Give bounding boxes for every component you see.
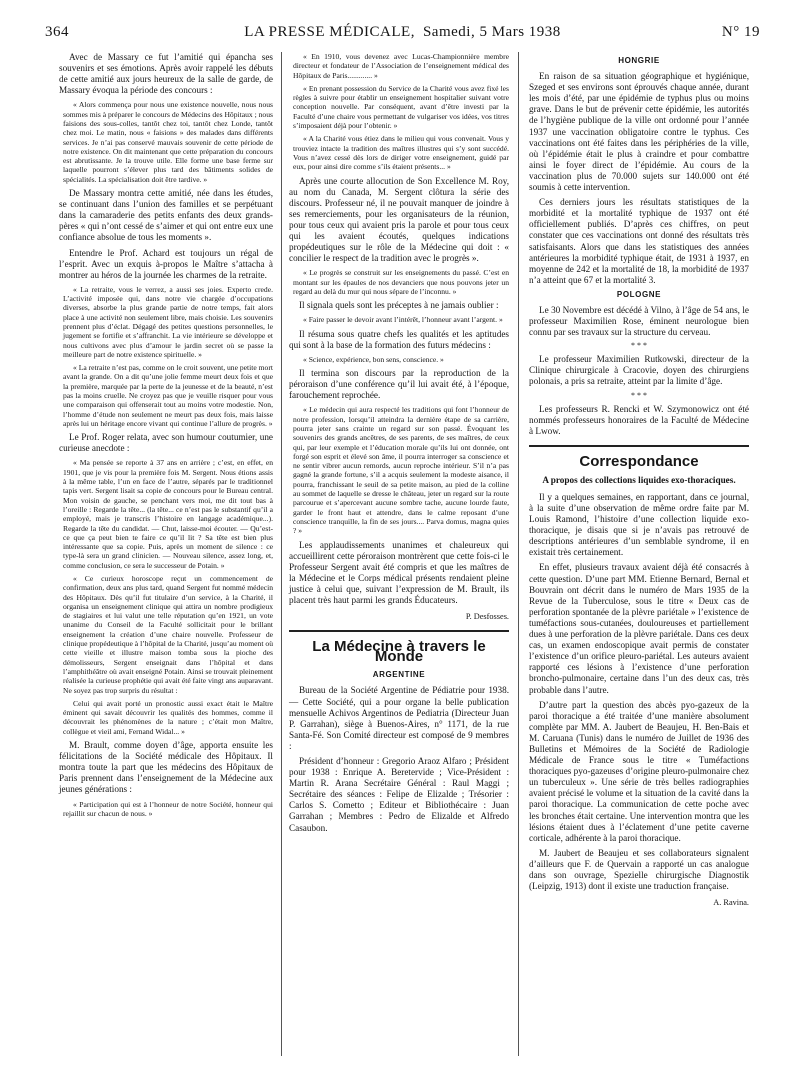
- issue-date: Samedi, 5 Mars 1938: [422, 24, 561, 40]
- paragraph: Il résuma sous quatre chefs les qualités et les aptitudes qui sont à la base de la formation des futurs médecins :: [289, 328, 509, 350]
- quote: « Ce curieux horoscope reçut un commencement de confirmation, deux ans plus tard, quand Sergent fut nommé médecin des Hôpitaux. Dès qu’il fut titulaire d’un service, à la Charité, il organisa un enseignement clinique qui attira un nombre prodigieux de stagiaires et lui valut une telle réputation qu’en 1921, un vote unanime du Conseil de la Faculté sollicitait pour le brillant enseignement la création d’une chaire nouvelle. Professeur de clinique propédeutique à l’hôpital de la Charité, jusqu’au moment où cette vieille et illustre maison tomba sous la pioche des démolisseurs, Sergent enseignait dans l’hôpital et dans l’amphithéâtre où avait enseigné Potain. Ainsi se trouvait pleinement réalisée la curieuse prophétie qui avait été faite vingt ans auparavant. Ne soyez pas trop surpris du résultat :: [63, 574, 273, 695]
- quote: « Alors commença pour nous une existence nouvelle, nous nous sommes mis à préparer le concours de Médecins des Hôpitaux ; nous faisions des sous-colles, tantôt chez toi, tantôt chez Londe, tantôt chez moi. Le matin, nous « faisions » des malades dans différents services. Je n’ai pas conservé mauvais souvenir de cette période de notre existence. On dit maintenant que cette préparation du concours est abrutissante. Je la trouve utile. Elle forme une base ferme sur laquelle pourront s’élever plus tard des bâtiments solides de spécialités. La spécialisation doit être tardive. »: [63, 100, 273, 184]
- country-heading-argentine: ARGENTINE: [372, 670, 426, 680]
- paragraph: Président d’honneur : Gregorio Araoz Alfaro ; Président pour 1938 : Enrique A. Beretervide ; Vice-Président : Martin R. Arana Secrétaire Général : Raul Maggi ; Secrétaire des séances : Felipe de Elizalde ; Trésorier : Carlos S. Cometto ; Editeur et Bibliothécaire : Juan Garrahan ; Membres : Pedro de Elizalde et Alfredo Casaubon.: [289, 756, 509, 833]
- paragraph: De Massary montra cette amitié, née dans les études, se continuant dans l’union des familles et se perpétuant dans la camaraderie des petits enfants des deux grands-pères « qui n’ont cessé de s’aimer et qui ont entre eux une confiance absolue de tous les moments ».: [59, 188, 273, 243]
- paragraph: Bureau de la Société Argentine de Pédiatrie pour 1938. — Cette Société, qui a pour organe la belle publication mensuelle Achivos Argentinos de Pediatria (Directeur Juan P. Garrahan), siège à Buenos-Aires, n° 1171, de la rue Santa-Fé. Son Comité directeur est composé de 9 membres :: [289, 685, 509, 751]
- paragraph: Avec de Massary ce fut l’amitié qui épancha ses souvenirs et ses émotions. Après avoir rappelé les débuts de cette amitié aux jours heureux de la salle de garde, de Massary évoqua la période des concours :: [59, 52, 273, 96]
- paragraph: Après une courte allocution de Son Excellence M. Roy, au nom du Canada, M. Sergent clôtura la série des discours. Professeur né, il ne pouvait manquer de joindre à ses remerciements, pour les organisateurs de la réunion, pour tous ceux qui avaient pris la parole et pour tous ceux qui les avaient écoutés, quelques indications propédeutiques sur le rôle de la Médecine qui doit : « concilier le respect de la tradition avec le progrès ».: [289, 175, 509, 264]
- paragraph: Les professeurs R. Rencki et W. Szymonowicz ont été nommés professeurs honoraires de la Faculté de Médecine à Lwow.: [529, 403, 749, 436]
- quote: « En 1910, vous devenez avec Lucas-Championnière membre directeur et fondateur de l’Association de l’enseignement médical des Hôpitaux de Paris............. »: [293, 52, 509, 80]
- quote: « Science, expérience, bon sens, conscience. »: [303, 354, 444, 364]
- column-divider: [518, 52, 519, 1056]
- article-subtitle: A propos des collections liquides exo-thoraciques.: [542, 474, 736, 485]
- quote: « Ma pensée se reporte à 37 ans en arrière ; c’est, en effet, en 1901, que je vis pour la première fois M. Sergent. Nous étions assis à la même table, l’un en face de l’autre, séparés par le traditionnel tapis vert. Sergent lisait sa copie de concours pour le Bureau central. Mon voisin de gauche, se penchant vers moi, me dit tout bas à l’oreille : Regarde la tête... (la tête... ce n’est pas le substantif qu’il a employé, mais je transcris l’histoire en langage académique...). Regarde la tête du candidat. — Chut, laisse-moi écouter. — Qu’est-ce que ça peut bien te faire ce qu’il lit ? Sa tête est bien plus intéressante que sa copie. Puis, après un moment de silence : ce type-là sera un grand clinicien. — Nouveau silence, assez long, et, comme conclusion, ce sera le successeur de Potain. »: [63, 458, 273, 570]
- author-signature: P. Desfosses.: [465, 612, 509, 622]
- quote: « La retraite n’est pas, comme on le croit souvent, une petite mort avant la grande. On a dit qu’une jolie femme meurt deux fois et que la première, marquée par la perte de la jeunesse et de la beauté, n’est pas la moins cruelle. Ne croyez pas que je veuille risquer pour vous une comparaison qui offenserait tout au moins votre modestie. Non, l’homme d’étude non seulement ne meurt pas deux fois, mais laisse après lui un héritage encore vivant qui continue l’allure de progrès. »: [63, 363, 273, 428]
- quote: « En prenant possession du Service de la Charité vous avez fixé les règles à suivre pour établir un enseignement hospitalier suivant votre conception nouvelle. Par conséquent, avant d’être investi par la Faculté d’une chaire vous permettant de vulgariser vos idées, vos titres s’imposaient déjà pour l’obtenir. »: [293, 83, 509, 131]
- paragraph: Le professeur Maximilien Rutkowski, directeur de la Clinique chirurgicale à Cracovie, doyen des chirurgiens polonais, a pris sa retraite, atteint par la limite d’âge.: [529, 354, 749, 387]
- section-separator: [289, 626, 509, 636]
- paragraph: En raison de sa situation géographique et hygiénique, Szeged et ses environs sont éprouvés chaque année, durant les mois d’été, par une épidémie de typhus plus ou moins grave. Dans le but de prévenir cette épidémie, les autorités de l’hygiène publique de la ville ont ordonné pour l’année 1937 une vaccination obligatoire contre le typhus. Ces vaccinations ont été faites dans les périphéries de la ville, où l’épidémie était le plus à craindre et pour combattre ainsi le foyer direct de l’épidémie. Au cours de la vaccination plus de 70.000 sujets sur 140.000 ont été soumis à cette intervention.: [529, 71, 749, 193]
- quote: « A la Charité vous étiez dans le milieu qui vous convenait. Vous y trouviez intacte la tradition des maîtres illustres qui s’y sont succédé. Vous n’avez cessé dès lors de diriger votre enseignement, guidé par eux, pour ainsi dire comme s’ils étaient présents... »: [293, 134, 509, 172]
- asterism-separator: * * *: [631, 390, 647, 400]
- issue-number: N° 19: [721, 24, 760, 40]
- column-2: [289, 52, 509, 838]
- country-heading-pologne: POLOGNE: [616, 289, 662, 299]
- paragraph: M. Brault, comme doyen d’âge, apporta ensuite les félicitations de la Société médicale des Hôpitaux. Il montra toute la part que les médecins des Hôpitaux de Paris prennent dans l’enseignement de la Médecine aux jeunes générations :: [59, 740, 273, 795]
- journal-title-line: [45, 24, 760, 41]
- column-divider: [281, 52, 282, 1056]
- paragraph: Entendre le Prof. Achard est toujours un régal de l’esprit. Avec un exquis à-propos le Maître s’attacha à montrer au héros de la journée les charmes de la retraite.: [59, 247, 273, 280]
- horizontal-rule: [529, 445, 749, 447]
- horizontal-rule: [289, 630, 509, 632]
- paragraph: Il y a quelques semaines, en rapportant, dans ce journal, à la suite d’une observation de même ordre faite par M. Louis Ramond, l’histoire d’une collection liquide exo-thoracique, je disais que si je n’avais pas retrouvé de descriptions antérieures d’un semblable syndrome, il en existait très certainement.: [529, 491, 749, 558]
- quote: « Faire passer le devoir avant l’intérêt, l’honneur avant l’argent. »: [303, 315, 503, 325]
- journal-title: LA PRESSE MÉDICALE,: [244, 24, 415, 40]
- paragraph: Les applaudissements unanimes et chaleureux qui accueillirent cette péroraison montrèrent que cette fois-ci le Professeur Sergent avait été compris et que les maîtres de la Médecine et le Corps médical présents rendaient pleine justice à celui que, suivant l’expression de M. Brault, ils placent très haut parmi les grands Éducateurs.: [289, 539, 509, 605]
- section-title-monde: La Médecine à travers le Monde: [312, 638, 486, 666]
- column-3: [529, 52, 749, 912]
- country-heading-hongrie: HONGRIE: [618, 56, 660, 65]
- paragraph: Il signala quels sont les préceptes à ne jamais oublier :: [299, 300, 499, 311]
- paragraph: M. Jaubert de Beaujeu et ses collaborateurs signalent d’ailleurs que F. de Quervain a rapporté un cas analogue dans son ouvrage, Spezielle chirurgische Diagnostik (Leipzig, 1913) dont il existe une traduction française.: [529, 847, 749, 892]
- paragraph: D’autre part la question des abcès pyo-gazeux de la paroi thoracique a été traitée d’une manière absolument complète par MM. A. Jaubert de Beaujeu, H. Ben-Bais et M. Caruana (Tunis) dans le numéro de Juillet de 1936 des Bulletins et Mémoires de la Société de Radiologie Médicale de France sous le titre « Tuméfactions thoraciques pyo-gazeuses d’origine pleuro-pulmonaire chez un tuberculeux ». Une série de très belles radiographies avaient précisé le volume et la situation de la cavité dans la paroi thoracique. La communication de cette poche avec les bronches était certaine. Une intervention montra que les lésions étaient dues à l’éclatement d’une petite caverne corticale, adhérente à la paroi thoracique.: [529, 699, 749, 843]
- section-title-correspondance: Correspondance: [579, 452, 699, 470]
- quote: « La retraite, vous le verrez, a aussi ses joies. Experto crede. L’activité imposée qui, dans notre vie chargée d’occupations diverses, absorbe la plus grande partie de notre temps, fait alors place à une activité non seulement libre, mais choisie. Les souvenirs prennent plus d’éclat. Dégagé des petites questions personnelles, le jugement se fortifie et s’affranchit. La vie intérieure se développe et nous cultivons avec plus d’amour le jardin secret où se passe la meilleure part de notre existence spirituelle. »: [63, 284, 273, 359]
- quote: « Le médecin qui aura respecté les traditions qui font l’honneur de notre profession, lorsqu’il atteindra la dernière étape de sa carrière, pourra jeter sans crainte un regard sur son passé. Évoquant les souvenirs des grands ancêtres, de ses parents, de ses maîtres, de ceux qui, par leur exemple et l’éducation morale qu’ils lui ont donnée, ont forgé son esprit et élevé son âme, il pourra interroger sa conscience et ne sentir vibrer aucun remords, aucun reproche intérieur. S’il n’a pas gagné la grande fortune, s’il a acquis seulement la modeste aisance, il pourra, franchissant le seuil de sa petite maison, au pied de la colline au sommet de laquelle se dresse le château, jeter un regard sur la route parcourue et s’apercevant aucune sombre tache, aucune lourde faute, garder le front haut et attendre, dans le calme reposant d’une conscience tranquille, la fin de ses jours.... Parva domus, magna quies ? »: [293, 405, 509, 536]
- quote: « Le progrès se construit sur les enseignements du passé. C’est en montant sur les épaules de nos devanciers que nous pouvons jeter un regard au delà du mur qui nous sépare de l’inconnu. »: [293, 268, 509, 296]
- paragraph: Le Prof. Roger relata, avec son humour coutumier, une curieuse anecdote :: [59, 432, 273, 454]
- section-separator: [529, 441, 749, 451]
- column-1: [59, 52, 273, 822]
- page-header: [45, 24, 760, 42]
- paragraph: Ces derniers jours les résultats statistiques de la morbidité et la mortalité typhique de 1937 ont été officiellement publiés. D’après ces chiffres, on peut constater que ces vaccinations ont donné des résultats très satisfaisants. Alors que dans les statistiques des années antérieures la morbidité typhique était, de 1931 à 1937, en moyenne de 242 et la mortalité de 18, la morbidité de 1937 n’a atteint que 67 et la mortalité 3.: [529, 197, 749, 285]
- paragraph: Le 30 Novembre est décédé à Vilno, à l’âge de 54 ans, le professeur Maximilien Rose, éminent neurologue bien connu par ses travaux sur la structure du cerveau.: [529, 304, 749, 338]
- quote: « Participation qui est à l’honneur de notre Société, honneur qui rejaillit sur chacun de nous. »: [63, 799, 273, 818]
- page-number: 364: [45, 24, 69, 40]
- asterism-separator: * * *: [631, 341, 647, 351]
- author-signature: A. Ravina.: [713, 898, 749, 908]
- paragraph: Il termina son discours par la reproduction de la péroraison d’une conférence qu’il lui avait été, à l’époque, farouchement reprochée.: [289, 368, 509, 401]
- paragraph: En effet, plusieurs travaux avaient déjà été consacrés à cette question. D’une part MM. Etienne Bernard, Bernal et Bouvrain ont décrit dans le numéro de Mars 1935 de la Revue de la Tuberculose, sous le titre « Deux cas de perforation spontanée de la plèvre pariétale » l’existence de tuméfactions sous-cutanées, douloureuses et partiellement dues à une perforation de la plèvre pariétale. Dans ces deux cas, un examen endoscopique avait permis de constater l’existence d’un orifice pleuro-pariétal. Les auteurs avaient rapporté ces lésions à l’existence d’une perforation broncho-pulmonaire, certaine dans l’un des deux cas, très probable dans l’autre.: [529, 562, 749, 695]
- quote: Celui qui avait porté un pronostic aussi exact était le Maître éminent qui savait découvrir les qualités des hommes, comme il découvrait les phénomènes de la nature ; c’était mon Maître, collègue et vieil ami, Fernand Widal... »: [63, 698, 273, 736]
